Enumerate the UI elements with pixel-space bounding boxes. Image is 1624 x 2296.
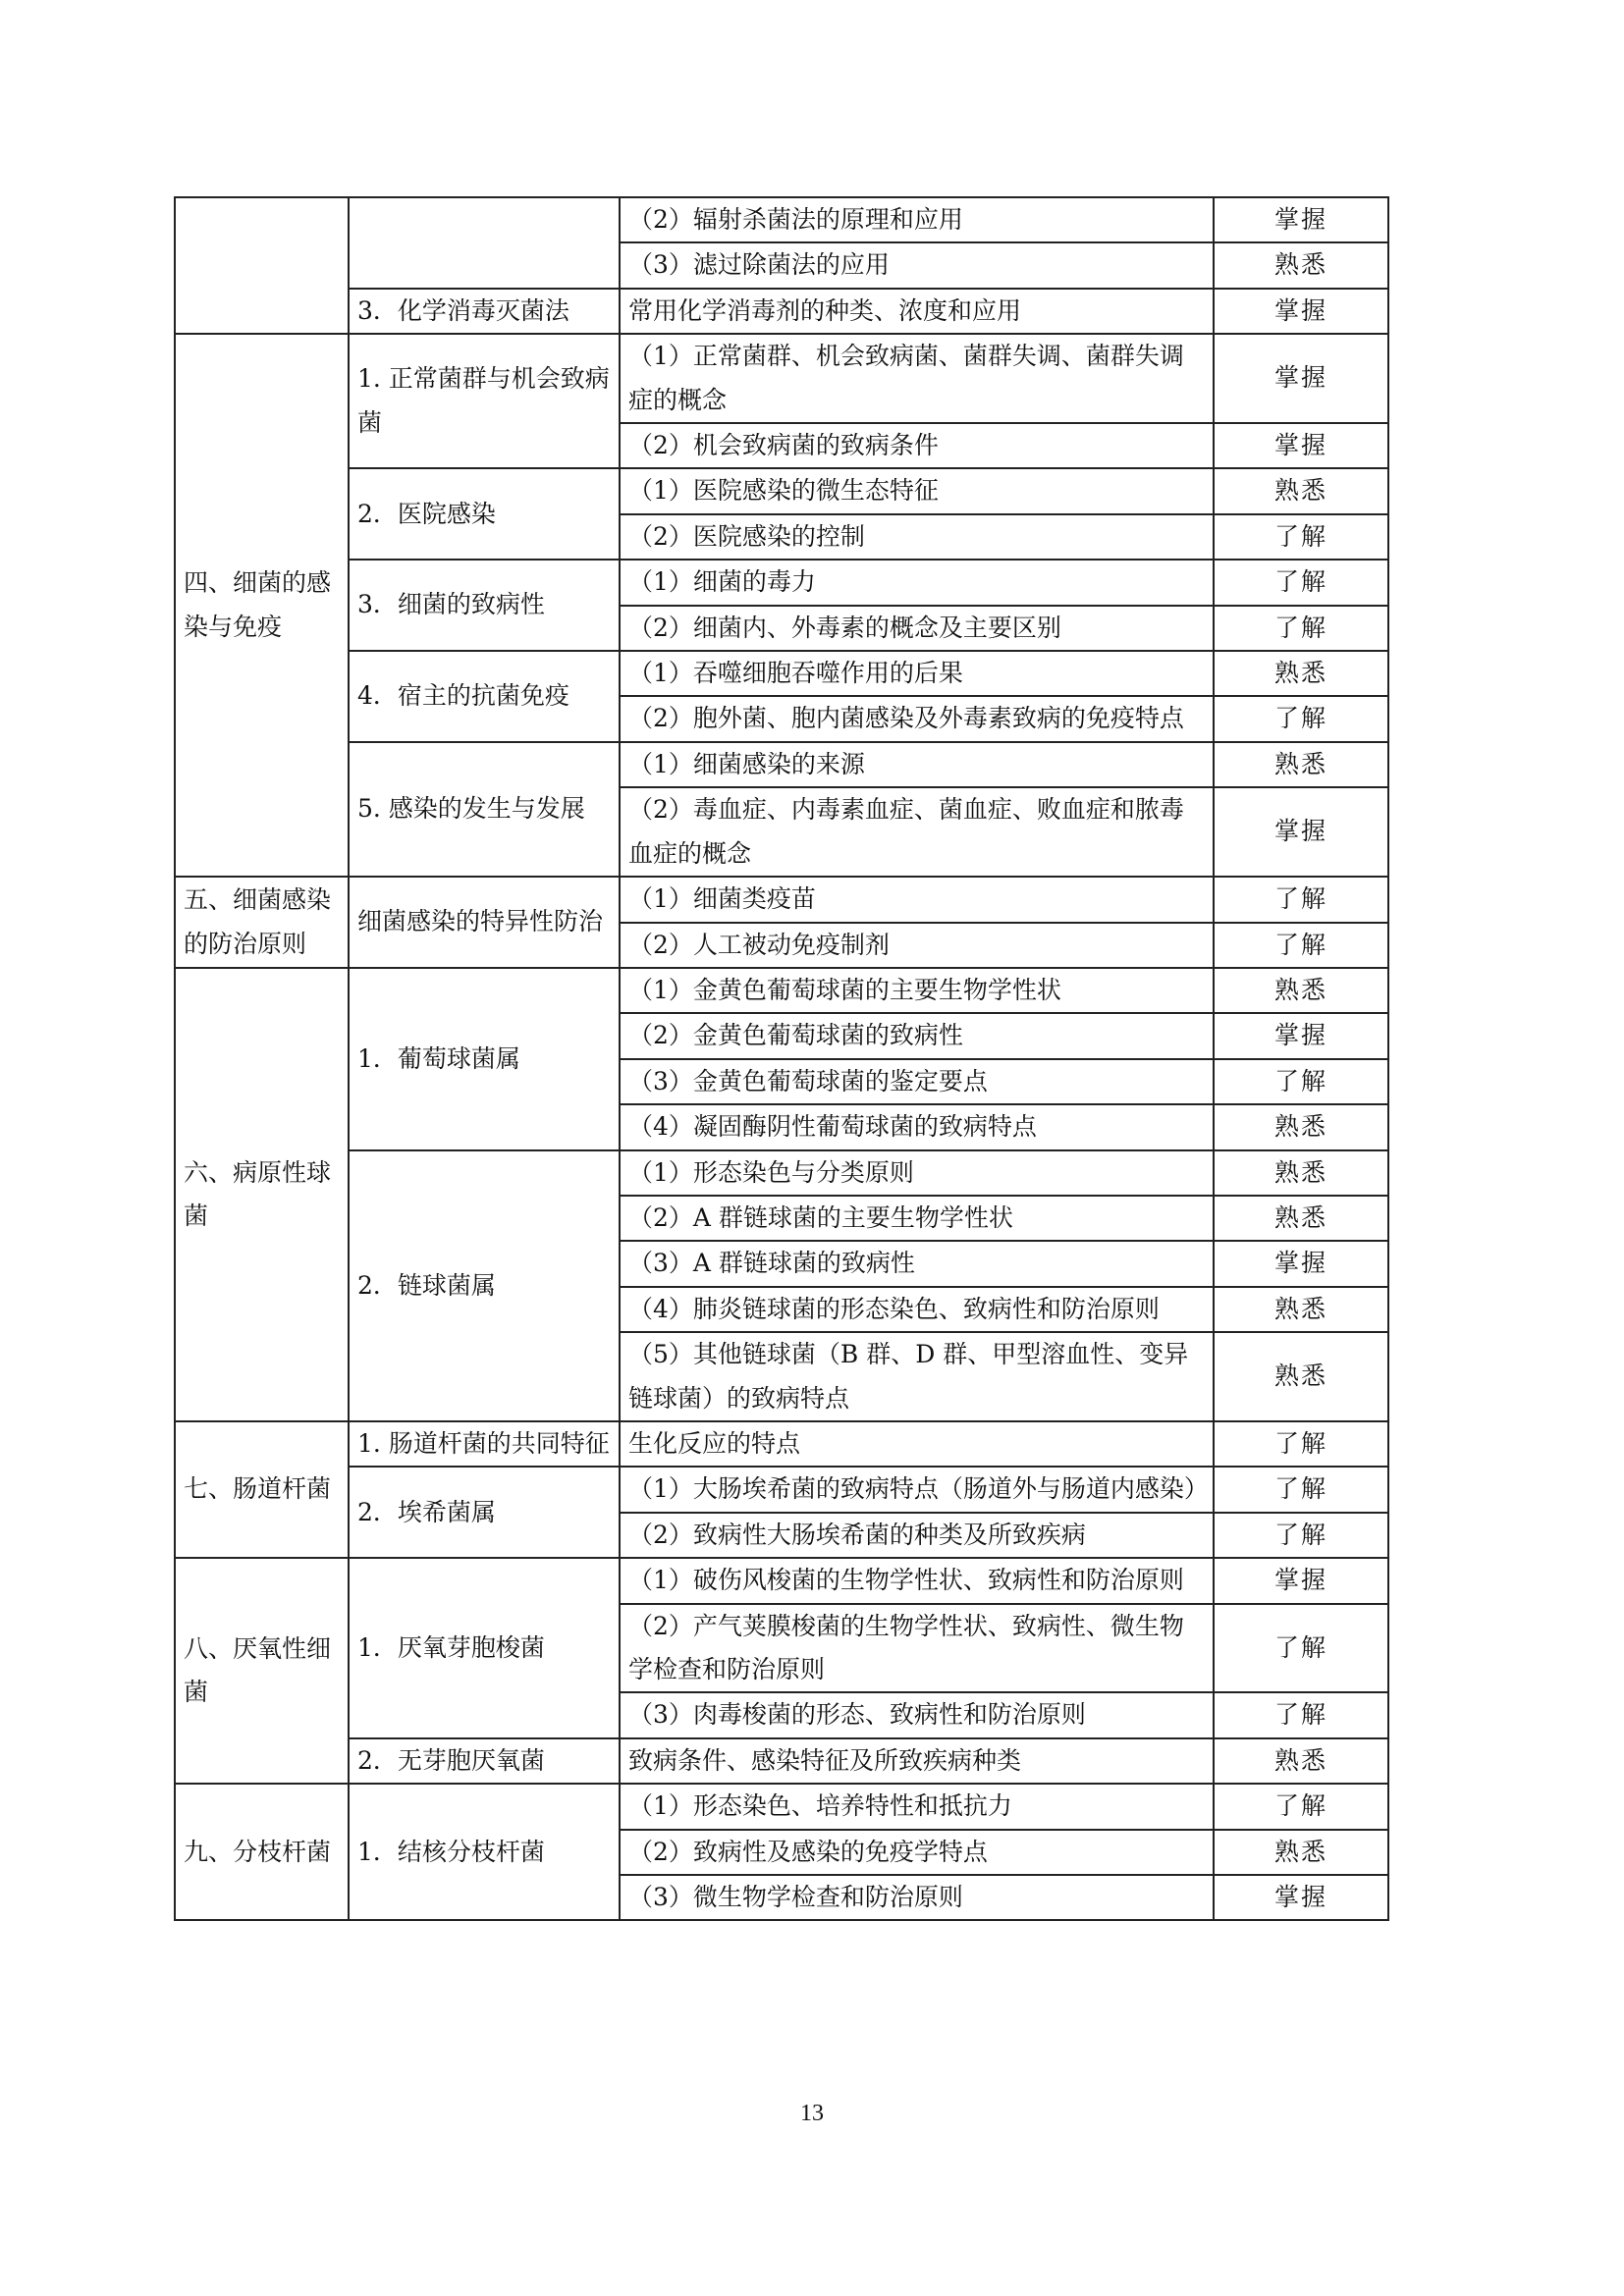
content-cell: （4）肺炎链球菌的形态染色、致病性和防治原则 xyxy=(620,1287,1214,1332)
content-cell: （2）胞外菌、胞内菌感染及外毒素致病的免疫特点 xyxy=(620,696,1214,741)
level-cell: 了解 xyxy=(1214,560,1388,605)
unit-cell: 六、病原性球菌 xyxy=(175,968,349,1421)
content-cell: （1）正常菌群、机会致病菌、菌群失调、菌群失调症的概念 xyxy=(620,334,1214,423)
table-row xyxy=(175,877,1388,922)
topic-cell: 2．埃希菌属 xyxy=(349,1467,620,1558)
level-cell: 了解 xyxy=(1214,1692,1388,1737)
level-cell: 了解 xyxy=(1214,1784,1388,1829)
topic-cell: 细菌感染的特异性防治 xyxy=(349,877,620,968)
table-row xyxy=(175,560,1388,605)
level-cell: 了解 xyxy=(1214,606,1388,651)
content-cell: （4）凝固酶阴性葡萄球菌的致病特点 xyxy=(620,1104,1214,1149)
table-row xyxy=(175,1150,1388,1196)
level-cell: 了解 xyxy=(1214,1059,1388,1104)
content-cell: 致病条件、感染特征及所致疾病种类 xyxy=(620,1738,1214,1784)
level-cell: 熟悉 xyxy=(1214,968,1388,1013)
table-row xyxy=(175,1738,1388,1784)
level-cell: 熟悉 xyxy=(1214,1287,1388,1332)
unit-cell: 八、厌氧性细菌 xyxy=(175,1558,349,1784)
content-cell: （2）致病性大肠埃希菌的种类及所致疾病 xyxy=(620,1513,1214,1558)
topic-cell: 1. 肠道杆菌的共同特征 xyxy=(349,1421,620,1467)
content-cell: （3）微生物学检查和防治原则 xyxy=(620,1875,1214,1920)
content-cell: （3）滤过除菌法的应用 xyxy=(620,242,1214,288)
content-cell: （2）产气荚膜梭菌的生物学性状、致病性、微生物学检查和防治原则 xyxy=(620,1604,1214,1693)
table-row xyxy=(175,1558,1388,1603)
table-row xyxy=(175,1784,1388,1829)
table-row xyxy=(175,1421,1388,1467)
level-cell: 掌握 xyxy=(1214,787,1388,877)
level-cell: 掌握 xyxy=(1214,423,1388,468)
level-cell: 熟悉 xyxy=(1214,1332,1388,1421)
content-cell: （3）A 群链球菌的致病性 xyxy=(620,1241,1214,1286)
unit-cell xyxy=(175,197,349,334)
level-cell: 熟悉 xyxy=(1214,1830,1388,1875)
content-cell: （1）大肠埃希菌的致病特点（肠道外与肠道内感染） xyxy=(620,1467,1214,1512)
unit-cell: 四、细菌的感染与免疫 xyxy=(175,334,349,877)
page-number: 13 xyxy=(800,2101,824,2126)
content-cell: （1）细菌的毒力 xyxy=(620,560,1214,605)
level-cell: 熟悉 xyxy=(1214,742,1388,787)
content-cell: （1）形态染色与分类原则 xyxy=(620,1150,1214,1196)
topic-cell: 2．链球菌属 xyxy=(349,1150,620,1421)
level-cell: 了解 xyxy=(1214,1513,1388,1558)
content-cell: （2）毒血症、内毒素血症、菌血症、败血症和脓毒血症的概念 xyxy=(620,787,1214,877)
level-cell: 了解 xyxy=(1214,1421,1388,1467)
level-cell: 掌握 xyxy=(1214,289,1388,334)
topic-cell: 1．结核分枝杆菌 xyxy=(349,1784,620,1920)
level-cell: 掌握 xyxy=(1214,197,1388,242)
content-cell: （2）A 群链球菌的主要生物学性状 xyxy=(620,1196,1214,1241)
topic-cell: 5. 感染的发生与发展 xyxy=(349,742,620,877)
syllabus-table xyxy=(174,196,1389,1921)
table-row xyxy=(175,651,1388,696)
level-cell: 掌握 xyxy=(1214,334,1388,423)
topic-cell: 1．葡萄球菌属 xyxy=(349,968,620,1150)
content-cell: （1）金黄色葡萄球菌的主要生物学性状 xyxy=(620,968,1214,1013)
level-cell: 熟悉 xyxy=(1214,1196,1388,1241)
content-cell: （1）破伤风梭菌的生物学性状、致病性和防治原则 xyxy=(620,1558,1214,1603)
content-cell: 生化反应的特点 xyxy=(620,1421,1214,1467)
level-cell: 掌握 xyxy=(1214,1013,1388,1058)
topic-cell: 4．宿主的抗菌免疫 xyxy=(349,651,620,742)
unit-cell: 九、分枝杆菌 xyxy=(175,1784,349,1920)
level-cell: 熟悉 xyxy=(1214,1150,1388,1196)
level-cell: 熟悉 xyxy=(1214,1104,1388,1149)
level-cell: 了解 xyxy=(1214,923,1388,968)
topic-cell: 3．化学消毒灭菌法 xyxy=(349,289,620,334)
unit-cell: 七、肠道杆菌 xyxy=(175,1421,349,1558)
level-cell: 了解 xyxy=(1214,1467,1388,1512)
level-cell: 掌握 xyxy=(1214,1558,1388,1603)
level-cell: 了解 xyxy=(1214,1604,1388,1693)
topic-cell: 2．无芽胞厌氧菌 xyxy=(349,1738,620,1784)
content-cell: （3）肉毒梭菌的形态、致病性和防治原则 xyxy=(620,1692,1214,1737)
level-cell: 了解 xyxy=(1214,696,1388,741)
level-cell: 熟悉 xyxy=(1214,468,1388,513)
topic-cell xyxy=(349,197,620,289)
level-cell: 掌握 xyxy=(1214,1241,1388,1286)
table-row xyxy=(175,968,1388,1013)
level-cell: 了解 xyxy=(1214,877,1388,922)
content-cell: （1）细菌类疫苗 xyxy=(620,877,1214,922)
content-cell: （1）细菌感染的来源 xyxy=(620,742,1214,787)
content-cell: （1）医院感染的微生态特征 xyxy=(620,468,1214,513)
content-cell: （2）机会致病菌的致病条件 xyxy=(620,423,1214,468)
content-cell: （2）人工被动免疫制剂 xyxy=(620,923,1214,968)
unit-cell: 五、细菌感染的防治原则 xyxy=(175,877,349,968)
topic-cell: 1. 正常菌群与机会致病菌 xyxy=(349,334,620,468)
level-cell: 了解 xyxy=(1214,514,1388,560)
content-cell: （2）辐射杀菌法的原理和应用 xyxy=(620,197,1214,242)
level-cell: 熟悉 xyxy=(1214,242,1388,288)
table-row xyxy=(175,197,1388,242)
level-cell: 熟悉 xyxy=(1214,651,1388,696)
content-cell: （1）吞噬细胞吞噬作用的后果 xyxy=(620,651,1214,696)
content-cell: （2）细菌内、外毒素的概念及主要区别 xyxy=(620,606,1214,651)
table-row xyxy=(175,334,1388,423)
content-cell: （1）形态染色、培养特性和抵抗力 xyxy=(620,1784,1214,1829)
table-row xyxy=(175,1467,1388,1512)
content-cell: （3）金黄色葡萄球菌的鉴定要点 xyxy=(620,1059,1214,1104)
table-row xyxy=(175,289,1388,334)
level-cell: 掌握 xyxy=(1214,1875,1388,1920)
content-cell: 常用化学消毒剂的种类、浓度和应用 xyxy=(620,289,1214,334)
content-cell: （2）金黄色葡萄球菌的致病性 xyxy=(620,1013,1214,1058)
table-row xyxy=(175,468,1388,513)
topic-cell: 1．厌氧芽胞梭菌 xyxy=(349,1558,620,1738)
topic-cell: 3．细菌的致病性 xyxy=(349,560,620,651)
table-row xyxy=(175,742,1388,787)
content-cell: （5）其他链球菌（B 群、D 群、甲型溶血性、变异链球菌）的致病特点 xyxy=(620,1332,1214,1421)
level-cell: 熟悉 xyxy=(1214,1738,1388,1784)
content-cell: （2）致病性及感染的免疫学特点 xyxy=(620,1830,1214,1875)
content-cell: （2）医院感染的控制 xyxy=(620,514,1214,560)
topic-cell: 2．医院感染 xyxy=(349,468,620,560)
